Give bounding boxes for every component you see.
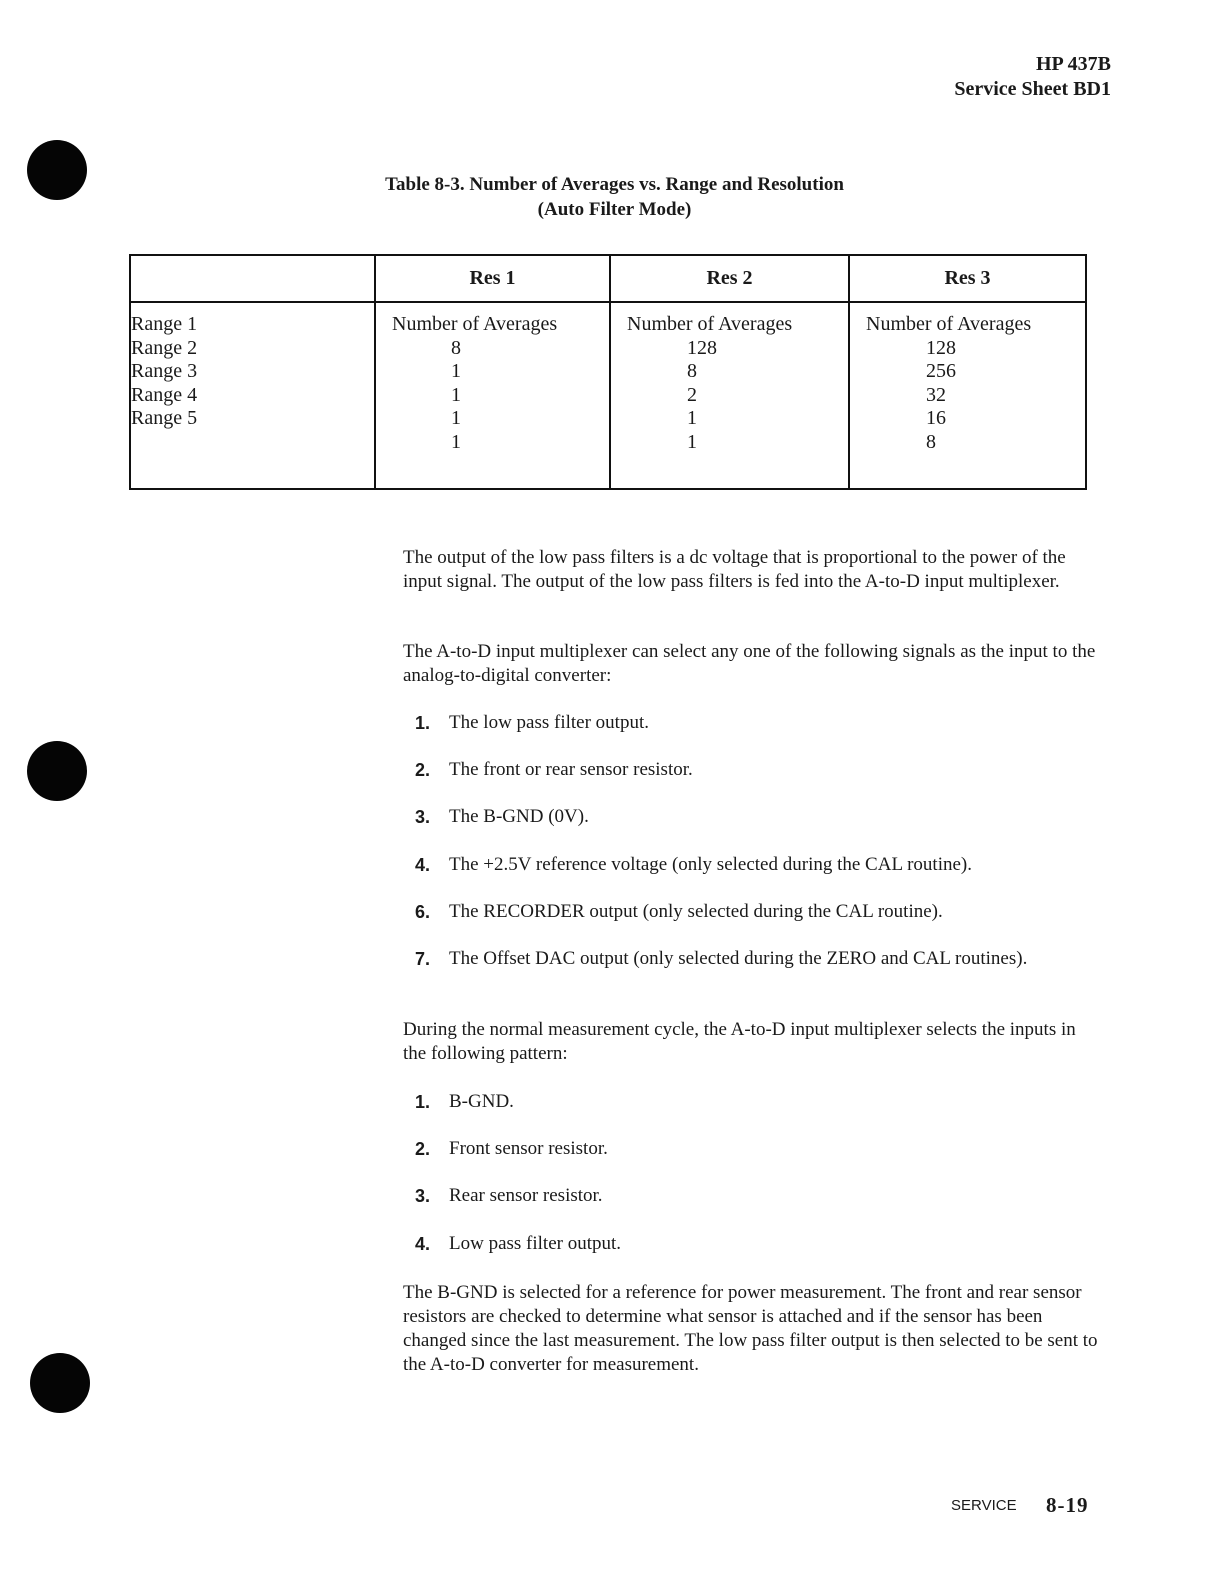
res3-values-cell — [849, 302, 1086, 489]
res1-values-cell — [375, 302, 610, 489]
res1-value: 1 — [451, 407, 461, 429]
page-header — [954, 52, 1111, 102]
range-label: Range 5 — [131, 407, 198, 429]
res1-value: 1 — [451, 430, 461, 453]
list-text: The front or rear sensor resistor. — [449, 759, 693, 780]
list-text: The Offset DAC output (only selected during the ZERO and CAL routines). — [449, 948, 1028, 969]
res2-values-cell — [610, 302, 849, 489]
header-res3: Res 3 — [849, 255, 1086, 302]
list-number: 4. — [415, 855, 431, 875]
list-text: The low pass filter output. — [449, 712, 649, 733]
range-label: Range 4 — [131, 383, 198, 406]
res1-subheader: Number of Averages — [392, 313, 558, 335]
header-blank — [130, 255, 375, 302]
header-sheet: Service Sheet BD1 — [954, 78, 1111, 100]
paragraph-2: The A-to-D input multiplexer can select any one of the following signals as the input to the analog-to-digital converter: — [403, 641, 1096, 686]
list-text: The +2.5V reference voltage (only selected during the CAL routine). — [449, 854, 973, 875]
res3-value: 128 — [926, 336, 956, 359]
list-number: 4. — [415, 1234, 431, 1254]
paragraph-1: The output of the low pass filters is a dc voltage that is proportional to the power of the input signal. The output of the low pass filters is fed into the A-to-D input multiplexer. — [403, 547, 1066, 592]
list-text: Rear sensor resistor. — [449, 1185, 603, 1206]
header-model: HP 437B — [1035, 53, 1111, 75]
page-number: 8-19 — [1046, 1493, 1089, 1517]
list-number: 2. — [415, 760, 431, 780]
res2-value: 2 — [687, 383, 697, 406]
res2-value: 128 — [687, 336, 717, 359]
list-number: 3. — [415, 1186, 431, 1206]
list-number: 2. — [415, 1139, 431, 1159]
list-text: Low pass filter output. — [449, 1233, 622, 1254]
header-res2: Res 2 — [610, 255, 849, 302]
res2-value: 8 — [687, 360, 697, 382]
table-title-line2: (Auto Filter Mode) — [537, 199, 692, 220]
range-label: Range 2 — [131, 336, 198, 359]
res3-value: 8 — [926, 430, 936, 453]
table-header-row — [130, 255, 1086, 302]
range-label: Range 1 — [131, 313, 198, 335]
paragraph-4: The B-GND is selected for a reference for power measurement. The front and rear sensor resistors are checked to determine what sensor is attached and if the sensor has been changed since the last measurement. The low pass filter output is then selected to be sent to the A-to-D converter for measurement. — [403, 1282, 1098, 1375]
res3-value: 32 — [926, 383, 946, 406]
list-text: Front sensor resistor. — [449, 1138, 608, 1159]
table-title — [0, 172, 1229, 222]
punch-hole — [30, 1353, 90, 1413]
averages-table — [129, 254, 1087, 490]
list-number: 6. — [415, 902, 431, 922]
list-number: 3. — [415, 807, 431, 827]
list-number: 7. — [415, 949, 431, 969]
res1-value: 1 — [451, 360, 461, 382]
list-text: The B-GND (0V). — [449, 806, 589, 827]
table-title-line1: Table 8-3. Number of Averages vs. Range and Resolution — [385, 174, 844, 195]
res1-value: 1 — [451, 383, 461, 406]
header-res1: Res 1 — [375, 255, 610, 302]
list-number: 1. — [415, 713, 431, 733]
table-body-row — [130, 302, 1086, 489]
list-text: B-GND. — [449, 1091, 514, 1112]
paragraph-3: During the normal measurement cycle, the A-to-D input multiplexer selects the inputs in the following pattern: — [403, 1019, 1076, 1064]
list-number: 1. — [415, 1092, 431, 1112]
res2-subheader: Number of Averages — [627, 313, 793, 335]
res1-value: 8 — [451, 336, 461, 359]
res2-value: 1 — [687, 430, 697, 453]
range-labels-cell — [130, 302, 375, 489]
footer-section: SERVICE — [951, 1497, 1017, 1514]
res3-value: 256 — [926, 360, 956, 382]
res3-value: 16 — [926, 407, 946, 429]
range-label: Range 3 — [131, 360, 198, 382]
res2-value: 1 — [687, 407, 697, 429]
punch-hole — [27, 741, 87, 801]
list-text: The RECORDER output (only selected during the CAL routine). — [449, 901, 943, 922]
res3-subheader: Number of Averages — [866, 313, 1032, 335]
